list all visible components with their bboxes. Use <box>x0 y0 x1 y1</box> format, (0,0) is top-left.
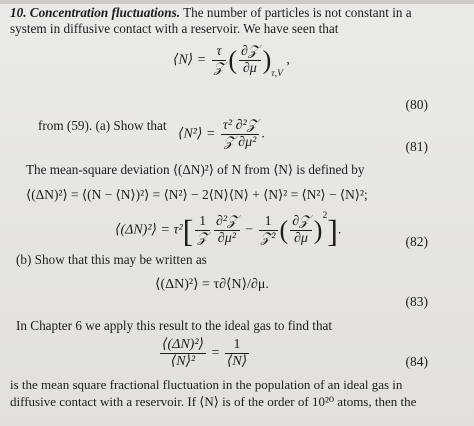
part-a-text: from (59). (a) Show that <box>38 118 167 133</box>
closing-line-2: diffusive contact with a reservoir. If ⟨N⟩ is of the order of 10²⁰ atoms, then the <box>10 394 417 409</box>
mean-square-deviation-text: The mean-square deviation ⟨(ΔN)²⟩ of N from ⟨N⟩ is defined by <box>26 162 365 177</box>
problem-intro-line-2: system in diffusive contact with a reservoir. We have seen that <box>10 21 339 36</box>
problem-intro-line-1 <box>10 5 412 20</box>
equation-81: ⟨N²⟩ = $\frac{\text{τ² ∂²𝒵}}{\text{𝒵 ∂μ²}}$ . <box>178 118 265 150</box>
equation-82: ⟨(ΔN)²⟩ = τ²[ $\frac{1}{\text{𝒵}}$ $\frac{\text{∂²𝒵}}{\text{∂μ²}}$ − $\frac{1}{\text{𝒵²}}$ ( $\frac{\text{∂𝒵}}{\partial\mu}$ )$^2$]. <box>115 211 342 249</box>
equation-84: $\frac{\text{⟨(ΔN)²⟩}}{\text{⟨N⟩²}}$ = $\frac{1}{⟨N⟩}$ <box>162 337 248 369</box>
intro-text-1: The number of particles is not constant in a <box>183 5 412 20</box>
equation-83-number: (83) <box>405 294 428 309</box>
equation-84-number: (84) <box>405 354 428 369</box>
equation-80-number: (80) <box>405 97 428 112</box>
part-b-text: (b) Show that this may be written as <box>16 252 207 267</box>
equation-definition: ⟨(ΔN)²⟩ = ⟨(N − ⟨N⟩)²⟩ = ⟨N²⟩ − 2⟨N⟩⟨N⟩ + ⟨N⟩² = ⟨N²⟩ − ⟨N⟩²; <box>26 187 368 202</box>
problem-title: 10. Concentration fluctuations. <box>10 5 181 20</box>
page-top-edge <box>0 0 474 4</box>
chapter-6-text: In Chapter 6 we apply this result to the ideal gas to find that <box>16 318 333 333</box>
equation-83: ⟨(ΔN)²⟩ = τ∂⟨N⟩/∂μ. <box>155 277 269 292</box>
closing-line-1: is the mean square fractional fluctuation in the population of an ideal gas in <box>10 377 403 392</box>
equation-80: ⟨N⟩ = $\frac{\tau}{\text{𝒵}}$ ( $\frac{\text{∂𝒵}}{\partial\mu}$ )$_{\tau,V}$ , <box>173 44 290 79</box>
equation-81-number: (81) <box>405 139 428 154</box>
equation-82-number: (82) <box>405 234 428 249</box>
